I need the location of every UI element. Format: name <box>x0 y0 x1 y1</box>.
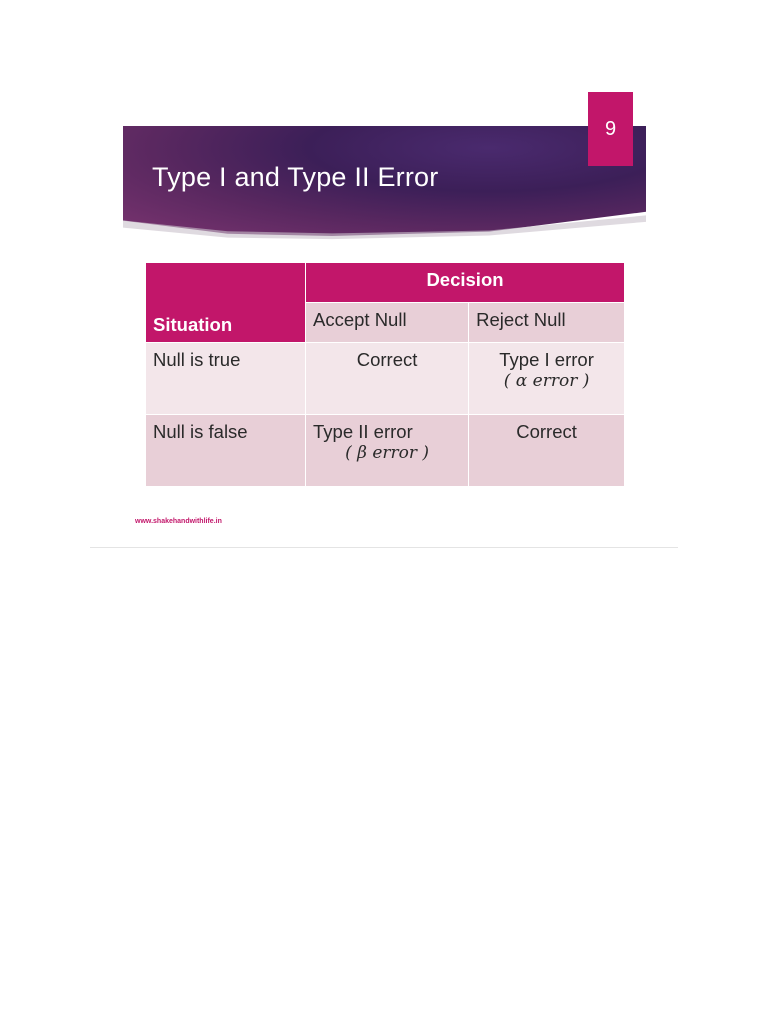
error-table <box>145 262 625 487</box>
cell-reject-text: Type I error <box>499 349 594 370</box>
cell-reject <box>469 343 625 415</box>
cell-accept-text: Type II error <box>313 421 413 442</box>
page-number-badge: 9 <box>588 92 633 166</box>
footer-url: www.shakehandwithlife.in <box>135 518 222 525</box>
alpha-error-note: ( α error ) <box>503 371 590 391</box>
slide <box>90 88 678 548</box>
table-row <box>146 343 625 415</box>
header-decision: Decision <box>306 263 625 303</box>
row-situation: Null is false <box>146 415 306 487</box>
cell-accept: Correct <box>306 343 469 415</box>
header-reject-null: Reject Null <box>469 303 625 343</box>
cell-accept <box>306 415 469 487</box>
page-divider <box>90 547 678 548</box>
row-situation: Null is true <box>146 343 306 415</box>
cell-reject: Correct <box>469 415 625 487</box>
header-situation: Situation <box>146 263 306 343</box>
beta-error-note: ( β error ) <box>345 443 430 463</box>
table-row <box>146 415 625 487</box>
slide-title: Type I and Type II Error <box>152 162 439 192</box>
header-accept-null: Accept Null <box>306 303 469 343</box>
